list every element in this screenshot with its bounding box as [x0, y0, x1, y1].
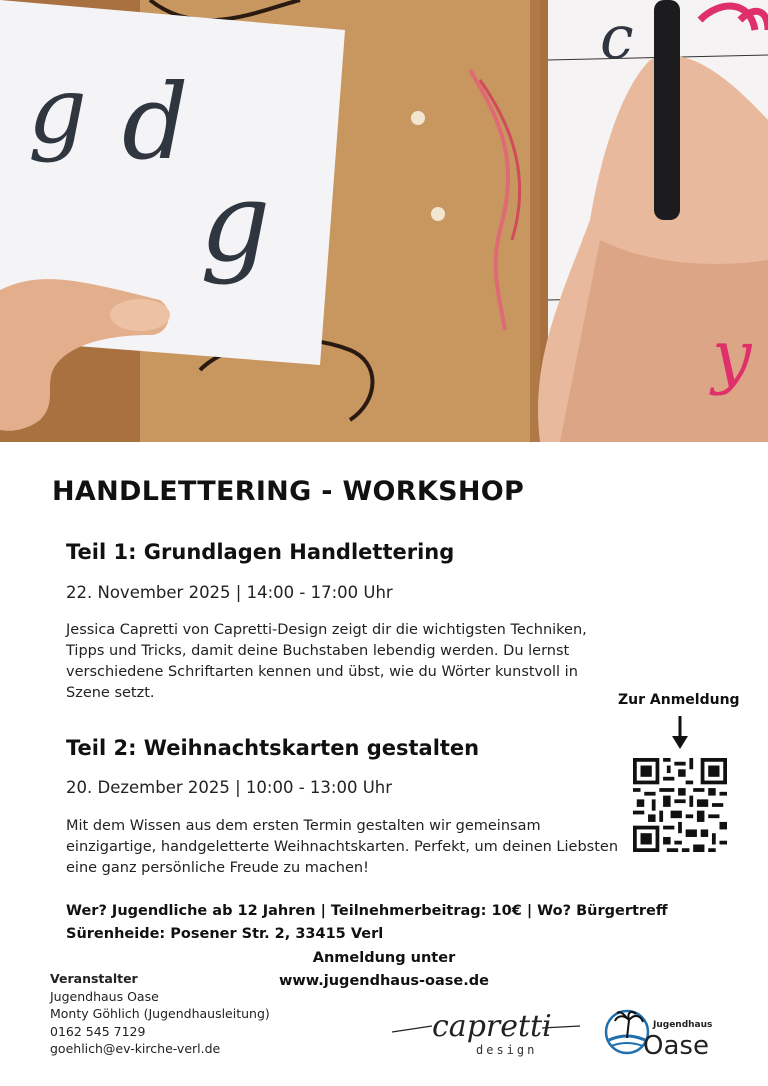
- qr-label: Zur Anmeldung: [618, 692, 740, 708]
- page-title: HANDLETTERING - WORKSHOP: [52, 476, 525, 507]
- arrow-down-icon: [670, 716, 690, 754]
- photo-letter-y: y: [712, 315, 752, 397]
- part1-description: Jessica Capretti von Capretti-Design zeigt dir die wichtigsten Techniken, Tipps und Tricks, damit deine Buchstaben lebendig werden. Du lernst verschiedene Schriftarten kennen und übst, wie du Wörter kunstvoll in Szene setzt.: [66, 622, 587, 701]
- part2-description: Mit dem Wissen aus dem ersten Termin gestalten wir gemeinsam einzigartige, handgeletterte Weihnachtskarten. Perfekt, um deinen Liebsten eine ganz persönliche Freude zu machen!: [66, 818, 619, 876]
- jugendhaus-oase-logo: [603, 1004, 723, 1060]
- part1-heading: Teil 1: Grundlagen Handlettering: [66, 540, 455, 564]
- registration-block: [270, 947, 498, 993]
- organizer-phone: 0162 545 7129: [50, 1023, 146, 1039]
- registration-link[interactable]: www.jugendhaus-oase.de: [279, 973, 489, 989]
- part1-date: 22. November 2025 | 14:00 - 17:00 Uhr: [66, 583, 393, 602]
- part2-date: 20. Dezember 2025 | 10:00 - 13:00 Uhr: [66, 778, 393, 797]
- part2-heading: Teil 2: Weihnachtskarten gestalten: [66, 736, 480, 760]
- photo-letter-g1: g: [28, 57, 87, 164]
- oase-subtitle: Jugendhaus: [653, 1020, 713, 1030]
- organizer-label: Veranstalter: [50, 971, 138, 986]
- header-photo: [0, 0, 768, 442]
- photo-letter-c: c: [600, 3, 634, 73]
- registration-label: Anmeldung unter: [312, 950, 456, 966]
- event-info: Wer? Jugendliche ab 12 Jahren | Teilnehmerbeitrag: 10€ | Wo? Bürgertreff Sürenheide: Posener Str. 2, 33415 Verl: [66, 903, 668, 942]
- photo-letter-g2: g: [200, 158, 271, 286]
- oase-wordmark: Oase: [643, 1031, 709, 1060]
- qr-code[interactable]: [633, 758, 727, 852]
- organizer-block: [50, 970, 270, 1058]
- organizer-name: Jugendhaus Oase: [50, 988, 159, 1004]
- organizer-contact: Monty Göhlich (Jugendhausleitung): [50, 1006, 270, 1021]
- organizer-email[interactable]: goehlich@ev-kirche-verl.de: [50, 1041, 221, 1056]
- capretti-design-logo: [392, 1006, 582, 1058]
- capretti-subtitle: design: [476, 1043, 538, 1057]
- photo-letter-d: d: [122, 61, 189, 183]
- capretti-wordmark: capretti: [432, 1009, 552, 1044]
